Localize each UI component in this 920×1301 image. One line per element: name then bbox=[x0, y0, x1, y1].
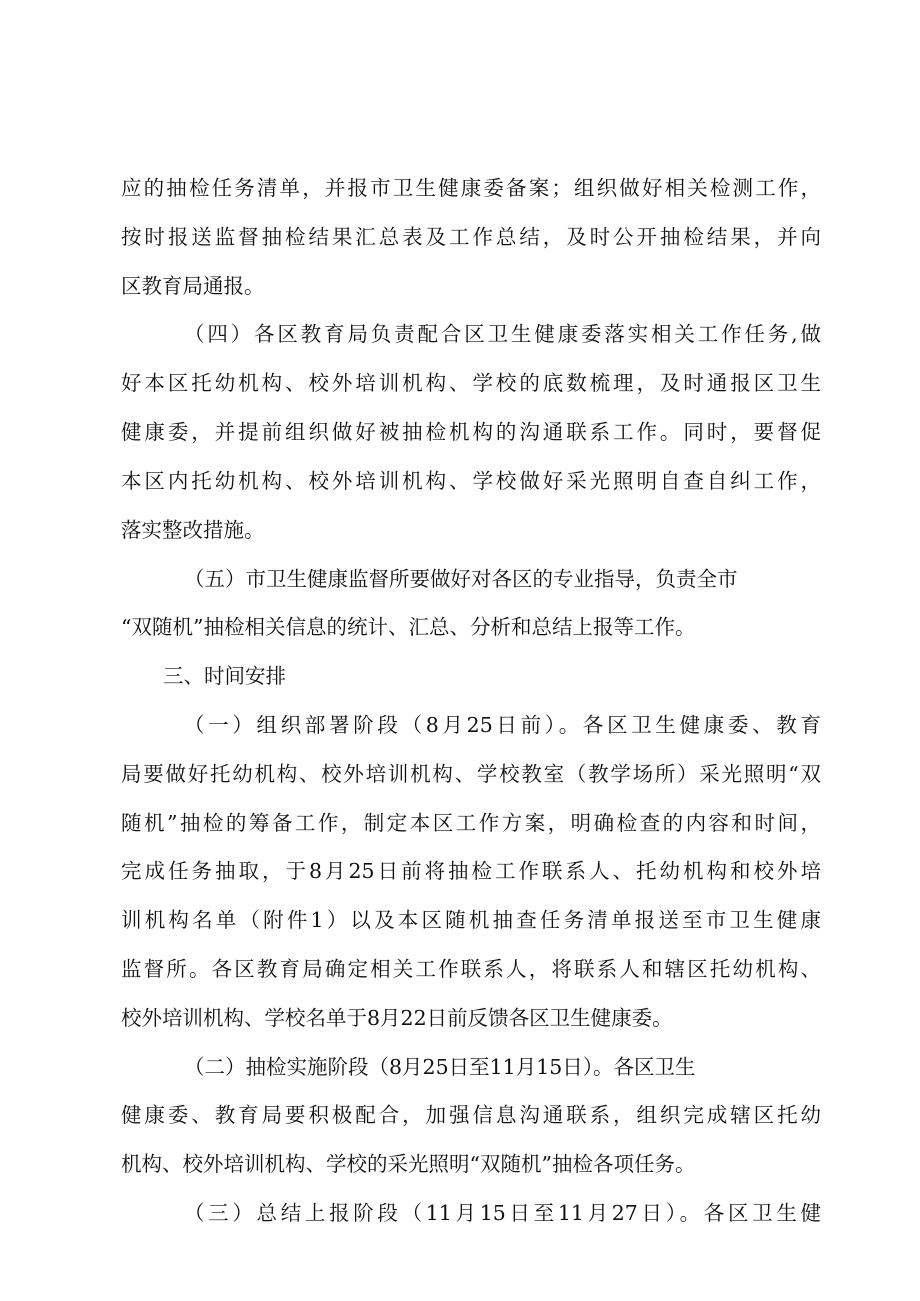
paragraph-start-line: （五）市卫生健康监督所要做好对各区的专业指导，负责全市 bbox=[184, 567, 738, 591]
text-line: 落实整改措施。 bbox=[121, 518, 265, 542]
text-line: 区教育局通报。 bbox=[121, 274, 265, 298]
paragraph-start-line: （四）各区教育局负责配合区卫生健康委落实相关工作任务,做 bbox=[184, 322, 821, 346]
text-line: 好本区托幼机构、校外培训机构、学校的底数梳理，及时通报区卫生 bbox=[121, 371, 821, 395]
paragraph-start-line: （二）抽检实施阶段（8月25日至11月15日）。各区卫生 bbox=[184, 1055, 696, 1079]
text-line: 校外培训机构、学校名单于8月22日前反馈各区卫生健康委。 bbox=[121, 1006, 673, 1030]
text-line: 按时报送监督抽检结果汇总表及工作总结，及时公开抽检结果，并向 bbox=[121, 225, 821, 249]
text-line: 监督所。各区教育局确定相关工作联系人，将联系人和辖区托幼机构、 bbox=[121, 957, 821, 981]
text-line: 随机”抽检的筹备工作，制定本区工作方案，明确检查的内容和时间， bbox=[121, 811, 821, 835]
text-line: 健康委，并提前组织做好被抽检机构的沟通联系工作。同时，要督促 bbox=[121, 420, 821, 444]
text-line: 完成任务抽取，于8月25日前将抽检工作联系人、托幼机构和校外培 bbox=[121, 859, 821, 883]
text-line: “双随机”抽检相关信息的统计、汇总、分析和总结上报等工作。 bbox=[121, 615, 696, 639]
paragraph-start-line: （一）组织部署阶段（8月25日前）。各区卫生健康委、教育 bbox=[184, 713, 821, 737]
text-line: 本区内托幼机构、校外培训机构、学校做好采光照明自查自纠工作， bbox=[121, 469, 821, 493]
paragraph-start-line: （三）总结上报阶段（11月15日至11月27日）。各区卫生健 bbox=[184, 1201, 821, 1225]
section-heading: 三、时间安排 bbox=[163, 664, 286, 688]
text-line: 健康委、教育局要积极配合，加强信息沟通联系，组织完成辖区托幼 bbox=[121, 1103, 821, 1127]
text-line: 训机构名单（附件1）以及本区随机抽查任务清单报送至市卫生健康 bbox=[121, 908, 821, 932]
text-line: 应的抽检任务清单，并报市卫生健康委备案；组织做好相关检测工作， bbox=[121, 176, 821, 200]
text-line: 机构、校外培训机构、学校的采光照明“双随机”抽检各项任务。 bbox=[121, 1152, 696, 1176]
text-line: 局要做好托幼机构、校外培训机构、学校教室（教学场所）采光照明“双 bbox=[121, 762, 821, 786]
